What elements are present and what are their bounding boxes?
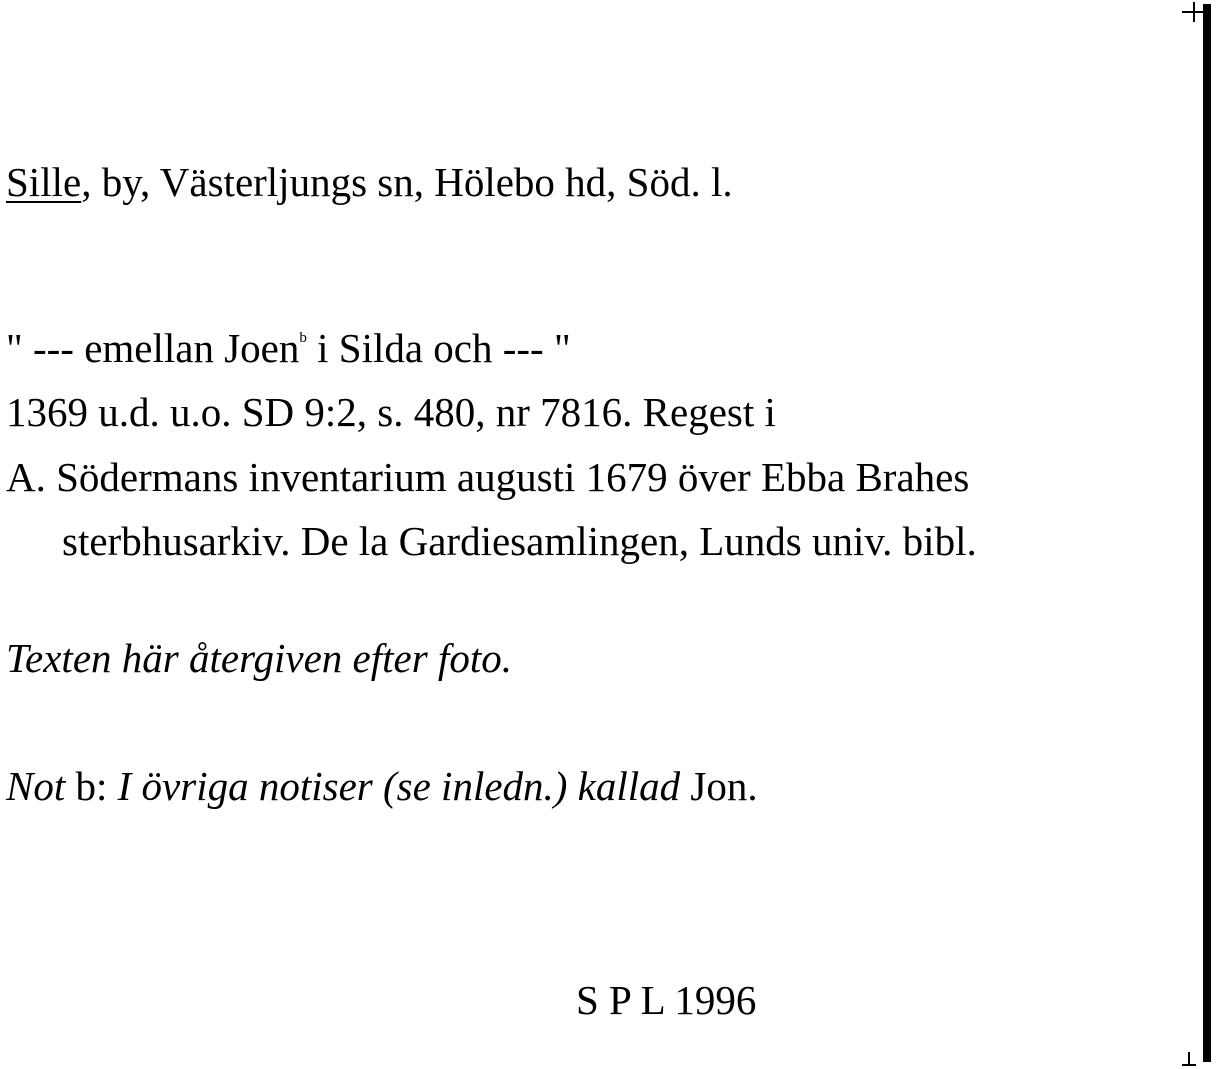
quote-after: i Silda och --- " [306,325,571,371]
footnote-letter: b: [65,763,118,809]
footnote-label: Not [6,763,66,809]
citation: 1369 u.d. u.o. SD 9:2, s. 480, nr 7816. Regest i [6,389,776,435]
source-line-2: sterbhusarkiv. De la Gardiesamlingen, Lunds univ. bibl. [62,518,977,564]
source-line-1: A. Södermans inventarium augusti 1679 över Ebba Brahes [6,454,970,500]
footnote [6,763,758,809]
footnote-text: I övriga notiser (se inledn.) kallad [117,763,681,809]
place-name: Sille [6,159,82,205]
entry-heading [6,159,733,205]
footnote-name: Jon. [680,763,758,809]
crop-mark-bottom [1182,1052,1202,1066]
crop-mark-top [1182,2,1212,22]
signature: S P L 1996 [576,977,757,1023]
photo-note: Texten här återgiven efter foto. [6,635,512,681]
quote-before: " --- emellan Joen [6,325,300,371]
note-mark: b [299,330,307,346]
quotation [6,325,571,371]
place-description: , by, Västerljungs sn, Hölebo hd, Söd. l. [81,159,733,205]
right-margin-rule [1203,4,1211,1062]
